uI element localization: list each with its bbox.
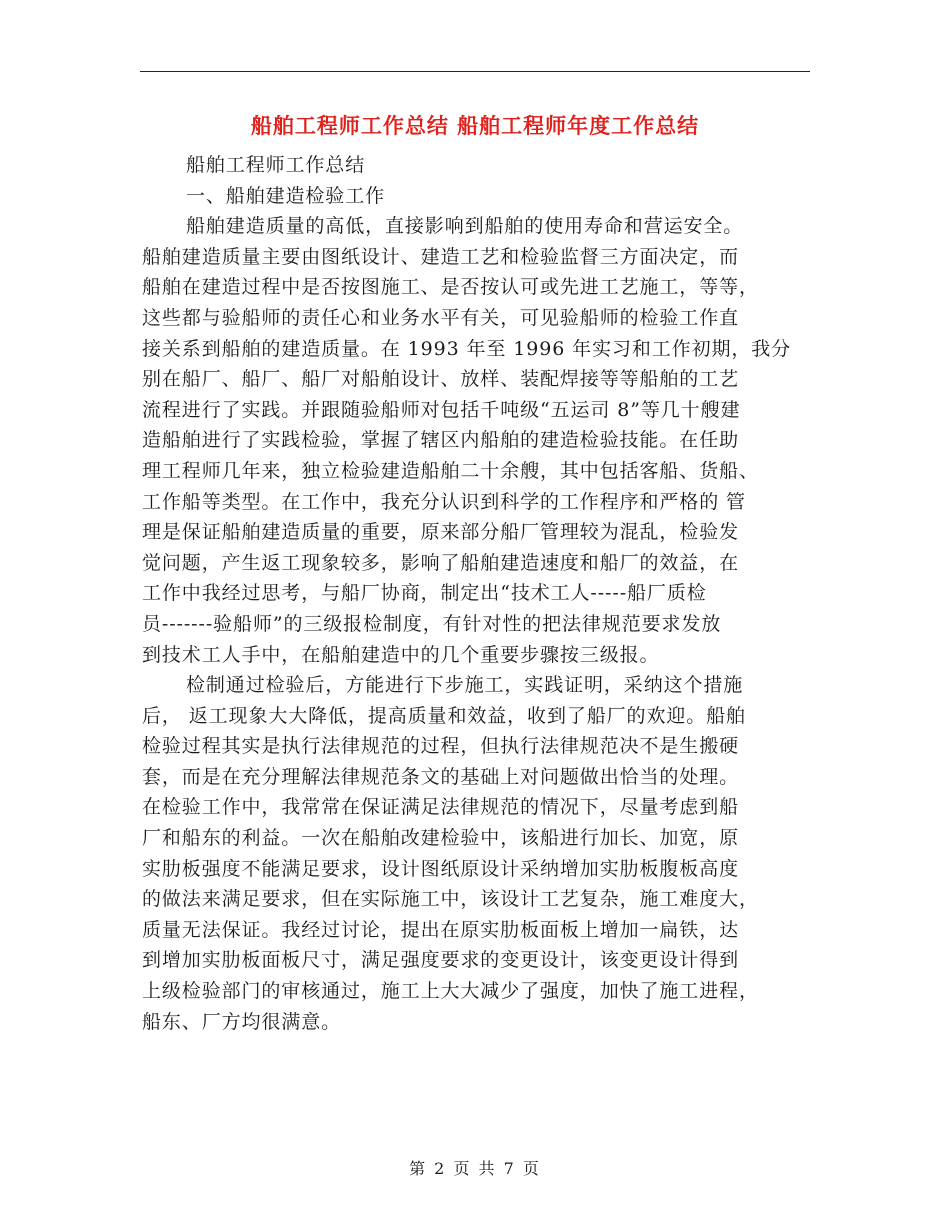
text-line: 工作中我经过思考，与船厂协商，制定出“技术工人-----船厂质检 bbox=[142, 582, 707, 605]
text-line: 这些都与验船师的责任心和业务水平有关，可见验船师的检验工作直 bbox=[142, 306, 740, 329]
page-number: 第 2 页 共 7 页 bbox=[409, 1159, 541, 1178]
text-line: 船舶工程师工作总结 bbox=[186, 154, 366, 176]
text-line: 质量无法保证。我经过讨论，提出在原实肋板面板上增加一扁铁，达 bbox=[142, 918, 740, 941]
text-line: 一、船舶建造检验工作 bbox=[186, 184, 386, 207]
text-line: 流程进行了实践。并跟随验船师对包括千吨级“五运司 8”等几十艘建 bbox=[142, 398, 741, 421]
text-line: 实肋板强度不能满足要求，设计图纸原设计采纳增加实肋板腹板高度 bbox=[142, 857, 740, 880]
text-line: 船舶在建造过程中是否按图施工、是否按认可或先进工艺施工，等等， bbox=[142, 276, 759, 299]
text-line: 船舶建造质量主要由图纸设计、建造工艺和检验监督三方面决定，而 bbox=[142, 245, 740, 268]
text-line: 接关系到船舶的建造质量。在 1993 年至 1996 年实习和工作初期，我分 bbox=[142, 337, 792, 360]
text-line: 到技术工人手中，在船舶建造中的几个重要步骤按三级报。 bbox=[142, 643, 660, 666]
text-line: 套，而是在充分理解法律规范条文的基础上对问题做出恰当的处理。 bbox=[142, 765, 740, 788]
text-line: 检验过程其实是执行法律规范的过程，但执行法律规范决不是生搬硬 bbox=[142, 735, 740, 758]
text-line: 检制通过检验后，方能进行下步施工，实践证明，采纳这个措施 bbox=[186, 674, 744, 697]
text-line: 理工程师几年来，独立检验建造船舶二十余艘，其中包括客船、货船、 bbox=[142, 459, 759, 482]
text-line: 船东、厂方均很满意。 bbox=[142, 1010, 342, 1033]
text-line: 别在船厂、船厂、船厂对船舶设计、放样、装配焊接等等船舶的工艺 bbox=[142, 368, 740, 391]
document-title: 船舶工程师工作总结 船舶工程师年度工作总结 bbox=[250, 113, 700, 138]
text-line: 造船舶进行了实践检验，掌握了辖区内船舶的建造检验技能。在任助 bbox=[142, 429, 740, 452]
document-body bbox=[142, 150, 810, 1037]
header-rule bbox=[140, 71, 810, 72]
text-line: 船舶建造质量的高低，直接影响到船舶的使用寿命和营运安全。 bbox=[186, 215, 744, 238]
text-line: 的做法来满足要求，但在实际施工中，该设计工艺复杂，施工难度大， bbox=[142, 888, 759, 911]
text-line: 员-------验船师”的三级报检制度，有针对性的把法律规范要求发放 bbox=[142, 612, 722, 635]
text-line: 上级检验部门的审核通过，施工上大大减少了强度，加快了施工进程， bbox=[142, 980, 759, 1003]
text-line: 到增加实肋板面板尺寸，满足强度要求的变更设计，该变更设计得到 bbox=[142, 949, 740, 972]
text-line: 在检验工作中，我常常在保证满足法律规范的情况下，尽量考虑到船 bbox=[142, 796, 740, 819]
text-line: 厂和船东的利益。一次在船舶改建检验中，该船进行加长、加宽，原 bbox=[142, 827, 740, 850]
text-line: 理是保证船舶建造质量的重要，原来部分船厂管理较为混乱，检验发 bbox=[142, 521, 740, 544]
text-line: 觉问题，产生返工现象较多，影响了船舶建造速度和船厂的效益，在 bbox=[142, 551, 740, 574]
text-line: 工作船等类型。在工作中，我充分认识到科学的工作程序和严格的 管 bbox=[142, 490, 746, 513]
text-line: 后， 返工现象大大降低，提高质量和效益，收到了船厂的欢迎。船舶 bbox=[142, 704, 746, 727]
